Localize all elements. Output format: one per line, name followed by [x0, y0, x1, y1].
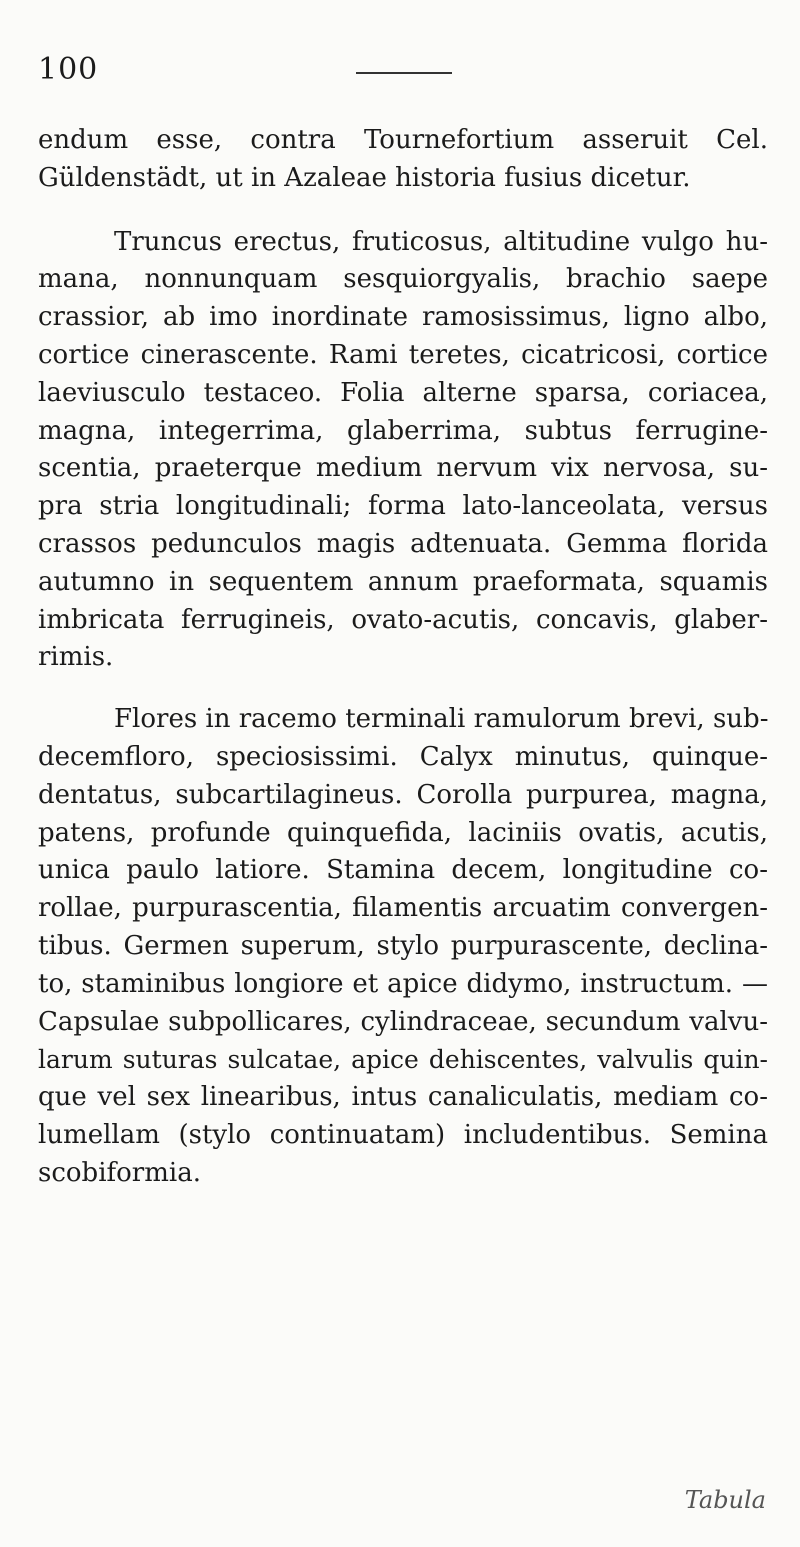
text-line: laeviusculo testaceo. Folia alterne sparsa, coriacea, [38, 377, 768, 408]
text-line: crassior, ab imo inordinate ramosissimus, ligno albo, [38, 302, 768, 333]
text-line: Güldenstädt, ut in Azaleae historia fusius dicetur. [38, 162, 691, 193]
text-line: scentia, praeterque medium nervum vix nervosa, su- [38, 453, 768, 484]
text-line: autumno in sequentem annum praeformata, squamis [38, 566, 768, 597]
text-line: Flores in racemo terminali ramulorum brevi, sub- [114, 704, 769, 735]
text-line: Truncus erectus, fruticosus, altitudine vulgo hu- [114, 226, 768, 257]
catchword: Tabula [684, 1486, 766, 1514]
text-line: que vel sex linearibus, intus canaliculatis, mediam co- [38, 1082, 768, 1113]
text-line: scobiformia. [38, 1157, 201, 1188]
text-line: decemfloro, speciosissimi. Calyx minutus, quinque- [38, 741, 768, 772]
text-line: rimis. [38, 642, 114, 673]
text-line: endum esse, contra Tournefortium asseruit Cel. [38, 125, 768, 155]
text-line: cortice cinerascente. Rami teretes, cicatricosi, cortice [38, 339, 768, 370]
paragraph-intro [38, 122, 768, 198]
text-line: magna, integerrima, glaberrima, subtus ferrugine- [38, 415, 768, 446]
text-line: larum suturas sulcatae, apice dehiscentes, valvulis quin- [38, 1045, 768, 1075]
paragraph-flores [38, 701, 768, 1192]
text-line: lumellam (stylo continuatam) includentibus. Semina [38, 1119, 768, 1150]
text-line: rollae, purpurascentia, filamentis arcuatim convergen- [38, 893, 768, 924]
body-text [38, 122, 768, 1193]
page-header [38, 52, 768, 92]
text-line: imbricata ferrugineis, ovato-acutis, concavis, glaber- [38, 604, 768, 635]
text-line: unica paulo latiore. Stamina decem, longitudine co- [38, 855, 768, 886]
page-number: 100 [38, 52, 99, 87]
text-line: crassos pedunculos magis adtenuata. Gemma florida [38, 528, 768, 559]
text-line: mana, nonnunquam sesquiorgyalis, brachio saepe [38, 264, 768, 295]
paragraph-truncus [38, 224, 768, 678]
text-line: Capsulae subpollicares, cylindraceae, secundum valvu- [38, 1006, 768, 1037]
text-line: dentatus, subcartilagineus. Corolla purpurea, magna, [38, 779, 768, 810]
text-line: patens, profunde quinquefida, laciniis ovatis, acutis, [38, 817, 768, 848]
text-line: tibus. Germen superum, stylo purpurascente, declina- [38, 930, 768, 961]
text-line: pra stria longitudinali; forma lato-lanceolata, versus [38, 491, 768, 522]
header-rule [356, 72, 452, 74]
text-line: to, staminibus longiore et apice didymo, instructum. — [38, 968, 768, 999]
